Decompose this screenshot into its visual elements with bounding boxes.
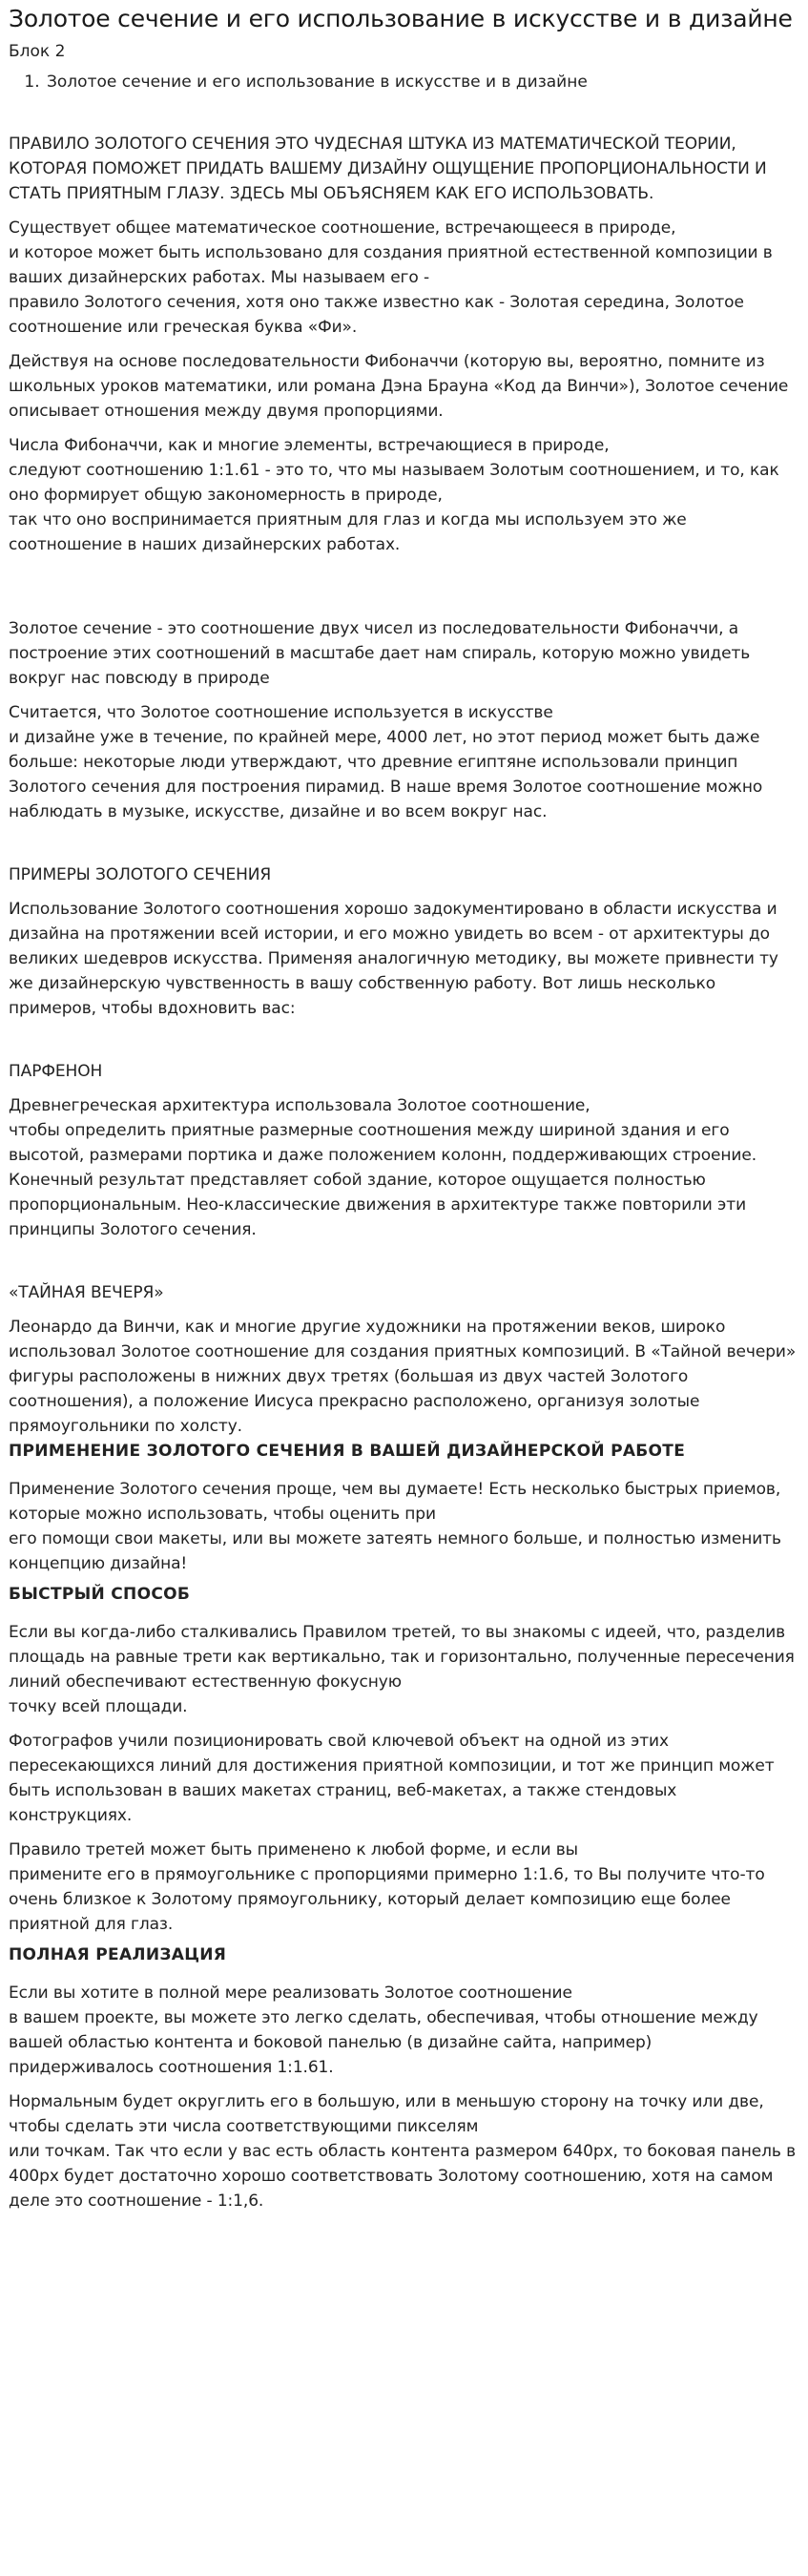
paragraph: Существует общее математическое соотношение, встречающееся в природе, и которое может быть использовано для создания приятной естественной композиции в ваших дизайнерских работах. Мы называем его - правило Золотого сечения, хотя оно также известно как - Золотая середина, Золотое соотношение или греческая буква «Фи».	[9, 218, 773, 337]
paragraph: Если вы когда-либо сталкивались Правилом третей, то вы знакомы с идеей, что, разделив площадь на равные трети как вертикально, так и горизонтально, полученные пересечения линий обеспечивают естественную фокусную точку всей площади.	[9, 1623, 795, 1716]
paragraph: Фотографов учили позиционировать свой ключевой объект на одной из этих пересекающихся линий для достижения приятной композиции, и тот же принцип может быть использован в ваших макетах страниц, веб-макетах, а также стендовых конструкциях.	[9, 1732, 775, 1825]
toc-item[interactable]: 1. Золотое сечение и его использование в искусстве и в дизайне	[45, 71, 799, 93]
section-heading: ПРИМЕНЕНИЕ ЗОЛОТОГО СЕЧЕНИЯ В ВАШЕЙ ДИЗАЙНЕРСКОЙ РАБОТЕ	[9, 1442, 686, 1461]
paragraph: Древнегреческая архитектура использовала Золотое соотношение, чтобы определить приятные размерные соотношения между шириной здания и его высотой, размерами портика и даже положением колонн, поддерживающих строение. Конечный результат представляет собой здание, которое ощущается полностью пропорциональным. Нео-классические движения в архитектуре также повторили эти принципы Золотого сечения.	[9, 1096, 757, 1239]
intro-paragraph: ПРАВИЛО ЗОЛОТОГО СЕЧЕНИЯ ЭТО ЧУДЕСНАЯ ШТУКА ИЗ МАТЕМАТИЧЕСКОЙ ТЕОРИИ, КОТОРАЯ ПОМОЖЕТ ПРИДАТЬ ВАШЕМУ ДИЗАЙНУ ОЩУЩЕНИЕ ПРОПОРЦИОНАЛЬНОСТИ И СТАТЬ ПРИЯТНЫМ ГЛАЗУ. ЗДЕСЬ МЫ ОБЪЯСНЯЕМ КАК ЕГО ИСПОЛЬЗОВАТЬ.	[9, 135, 767, 203]
article	[0, 4, 808, 2213]
paragraph: Числа Фибоначчи, как и многие элементы, встречающиеся в природе, следуют соотношению 1:1.61 - это то, что мы называем Золотым соотношением, и то, как оно формирует общую закономерность в природе, так что оно воспринимается приятным для глаз и когда мы используем это же соотношение в наших дизайнерских работах.	[9, 436, 779, 554]
table-of-contents	[9, 71, 799, 93]
paragraph: Считается, что Золотое соотношение используется в искусстве и дизайне уже в течение, по крайней мере, 4000 лет, но этот период может быть даже больше: некоторые люди утверждают, что древние египтяне использовали принцип Золотого сечения для построения пирамид. В наше время Золотое соотношение можно наблюдать в музыке, искусстве, дизайне и во всем вокруг нас.	[9, 703, 763, 821]
paragraph: Правило третей может быть применено к любой форме, и если вы примените его в прямоугольнике с пропорциями примерно 1:1.6, то Вы получите что-то очень близкое к Золотому прямоугольнику, который делает композицию еще более приятной для глаз.	[9, 1840, 765, 1934]
section-heading: ПАРФЕНОН	[9, 1062, 103, 1081]
page-title: Золотое сечение и его использование в искусстве и в дизайне	[9, 5, 793, 32]
paragraph: Нормальным будет округлить его в большую, или в меньшую сторону на точку или две, чтобы сделать эти числа соответствующими пикселям или точкам. Так что если у вас есть область контента размером 640px, то боковая панель в 400px будет достаточно хорошо соответствовать Золотому соотношению, хотя на самом деле это соотношение - 1:1,6.	[9, 2092, 796, 2211]
block-label: Блок 2	[9, 42, 66, 61]
section-heading: ПРИМЕРЫ ЗОЛОТОГО СЕЧЕНИЯ	[9, 865, 272, 884]
paragraph: Леонардо да Винчи, как и многие другие художники на протяжении веков, широко использовал Золотое соотношение для создания приятных композиций. В «Тайной вечери» фигуры расположены в нижних двух третях (большая из двух частей Золотого соотношения), а положение Иисуса прекрасно расположено, организуя золотые прямоугольники по холсту.	[9, 1318, 797, 1436]
section-heading: БЫСТРЫЙ СПОСОБ	[9, 1585, 191, 1604]
paragraph: Использование Золотого соотношения хорошо задокументировано в области искусства и дизайна на протяжении всей истории, и его можно увидеть во всем - от архитектуры до великих шедевров искусства. Применяя аналогичную методику, вы можете привнести ту же дизайнерскую чувственность в вашу собственную работу. Вот лишь несколько примеров, чтобы вдохновить вас:	[9, 900, 778, 1018]
paragraph: Если вы хотите в полной мере реализовать Золотое соотношение в вашем проекте, вы можете это легко сделать, обеспечивая, чтобы отношение между вашей областью контента и боковой панелью (в дизайне сайта, например) придерживалось соотношения 1:1.61.	[9, 1984, 758, 2077]
paragraph: Действуя на основе последовательности Фибоначчи (которую вы, вероятно, помните из школьных уроков математики, или романа Дэна Брауна «Код да Винчи»), Золотое сечение описывает отношения между двумя пропорциями.	[9, 352, 789, 421]
paragraph: Применение Золотого сечения проще, чем вы думаете! Есть несколько быстрых приемов, которые можно использовать, чтобы оценить при его помощи свои макеты, или вы можете затеять немного больше, и полностью изменить концепцию дизайна!	[9, 1480, 781, 1573]
section-heading: ПОЛНАЯ РЕАЛИЗАЦИЯ	[9, 1945, 227, 1964]
paragraph: Золотое сечение - это соотношение двух чисел из последовательности Фибоначчи, а построение этих соотношений в масштабе дает нам спираль, которую можно увидеть вокруг нас повсюду в природе	[9, 619, 751, 688]
section-heading: «ТАЙНАЯ ВЕЧЕРЯ»	[9, 1283, 164, 1302]
